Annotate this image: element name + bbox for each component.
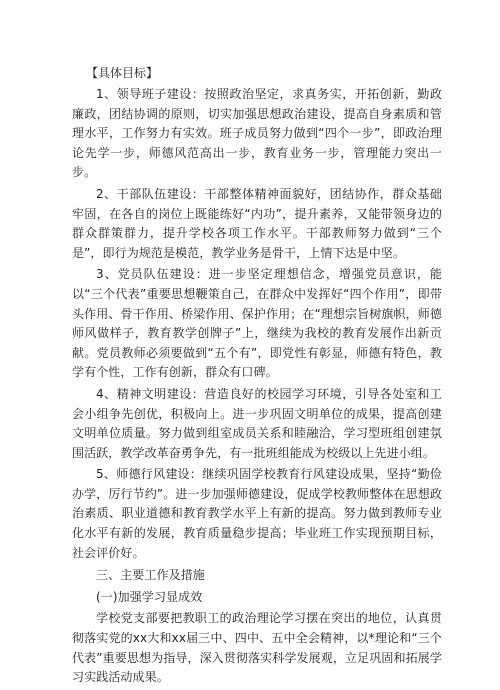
document-body: [72, 64, 442, 690]
paragraph-study: 学校党支部要把教职工的政治理论学习摆在突出的地位，认真贯彻落实党的xx大和xx届三中、四中、五中全会精神，以*理论和“三个代表”重要思想为指导，深入贯彻落实科学发展观，立足巩固和拓展学习实践活动成果。: [72, 611, 442, 685]
paragraph-cadre: 2、干部队伍建设：干部整体精神面貌好，团结协作，群众基础牢固，在各自的岗位上既能练好“内功”，提升素养，又能带领身边的群众群策群力，提升学校各项工作水平。干部教师努力做到“三个是”，即行为规范是模范，教学业务是骨干，上情下达是中坚。: [72, 186, 442, 260]
paragraph-leadership: 1、领导班子建设：按照政治坚定，求真务实，开拓创新，勤政廉政，团结协调的原则，切实加强思想政治建设，提高自身素质和管理水平，工作努力有实效。班子成员努力做到“四个一步”，即政治理论先学一步，师德风范高出一步，教育业务一步，管理能力突出一步。: [72, 87, 442, 180]
subsection-title: (一)加强学习显成效: [96, 589, 203, 604]
paragraph-civilization: 4、精神文明建设：营造良好的校园学习环境，引导各处室和工会小组争先创优，积极向上。进一步巩固文明单位的成果，提高创建文明单位质量。努力做到组室成员关系和睦融洽，学习型班组创建氛围活跃，教学改革奋勇争先，有一批班组能成为校级以上先进小组。: [72, 386, 442, 460]
section-title: 三、主要工作及措施: [96, 568, 205, 583]
goals-heading: 【具体目标】: [86, 66, 159, 80]
paragraph-ethics: 5、师德行风建设：继续巩固学校教育行风建设成果，坚持“勤俭办学，厉行节约”。进一步加强师德建设，促成学校教师整体在思想政治素质、职业道德和教育教学水平上有新的提高。努力做到教师专业化水平有新的发展，教育质量稳步提高；毕业班工作实现预期目标，社会评价好。: [72, 467, 442, 560]
paragraph-party-members: 3、党员队伍建设：进一步坚定理想信念，增强党员意识，能以“三个代表”重要思想鞭策自己，在群众中发挥好“四个作用”，即带头作用、骨干作用、桥梁作用、保护作用；在“理想宗旨树旗帜，师德师风做样子，教育教学创牌子”上，继续为我校的教育发展作出新贡献。党员教师必须要做到“五个有”，即党性有彰显，师德有特色，教学有个性，工作有创新，群众有口碑。: [72, 267, 442, 380]
